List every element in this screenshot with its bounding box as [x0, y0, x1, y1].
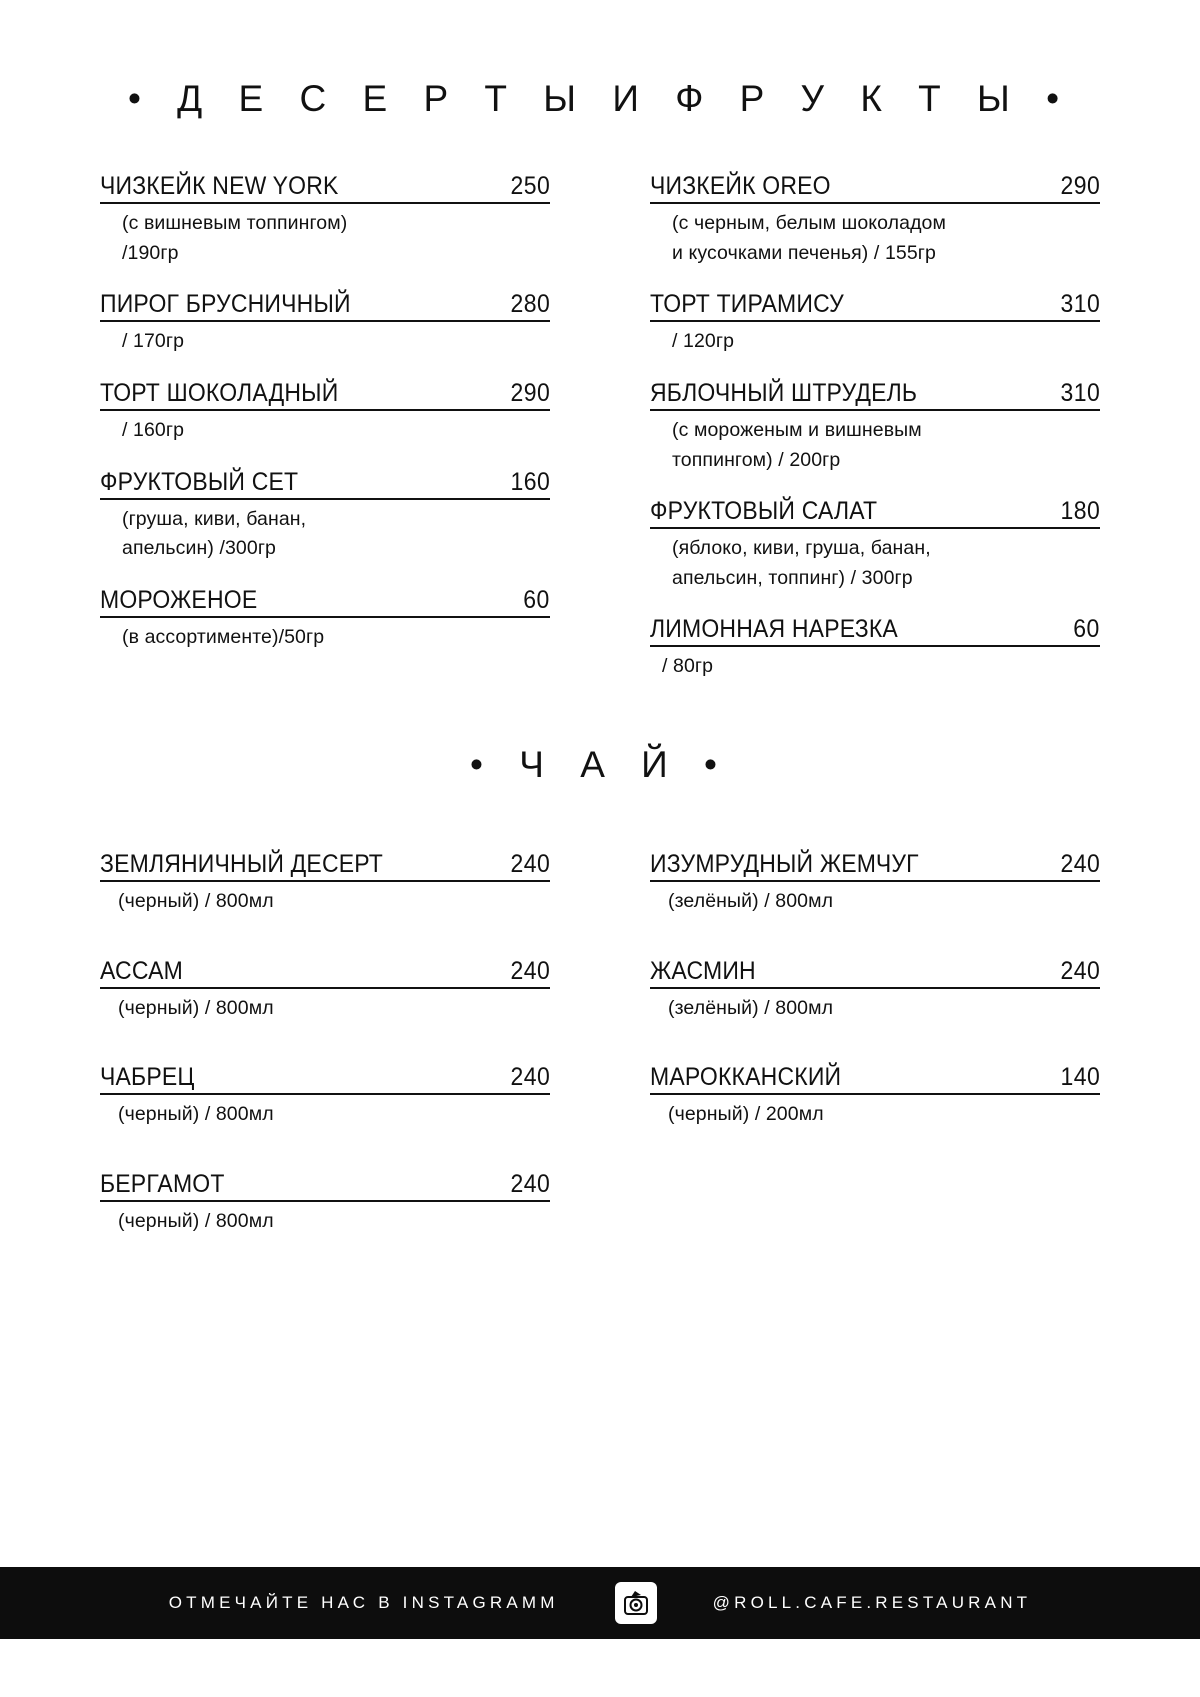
- menu-item-name: ЧАБРЕЦ: [100, 1063, 195, 1092]
- menu-item-name: ФРУКТОВЫЙ СЕТ: [100, 467, 299, 496]
- menu-item-head: [650, 172, 1100, 204]
- menu-item-name: ЯБЛОЧНЫЙ ШТРУДЕЛЬ: [650, 378, 918, 407]
- menu-item[interactable]: [100, 957, 550, 1024]
- menu-item-name: ЖАСМИН: [650, 956, 756, 985]
- menu-item-name: ЛИМОННАЯ НАРЕЗКА: [650, 615, 898, 644]
- menu-item[interactable]: [100, 1063, 550, 1130]
- menu-item-name: БЕРГАМОТ: [100, 1169, 225, 1198]
- menu-item-price: 160: [510, 467, 550, 496]
- menu-item-head: [650, 615, 1100, 647]
- menu-item-name: ПИРОГ БРУСНИЧНЫЙ: [100, 290, 351, 319]
- menu-item-price: 140: [1060, 1063, 1100, 1092]
- menu-item-price: 290: [510, 378, 550, 407]
- menu-item[interactable]: [650, 379, 1100, 475]
- tea-column-left: [100, 850, 550, 1277]
- menu-item[interactable]: [100, 850, 550, 917]
- menu-item-description: (черный) / 800мл: [118, 1103, 274, 1126]
- menu-item-head: [100, 379, 550, 411]
- menu-item-head: [650, 290, 1100, 322]
- menu-item-description: (черный) / 200мл: [668, 1103, 824, 1126]
- menu-item-description: (в ассортименте)/50гр: [122, 625, 325, 648]
- menu-item-description: (с мороженым и вишневым топпингом) / 200гр: [672, 418, 922, 471]
- menu-item-price: 310: [1060, 290, 1100, 319]
- menu-item-price: 180: [1060, 497, 1100, 526]
- menu-item-price: 310: [1060, 378, 1100, 407]
- desserts-section-title: • Д Е С Е Р Т Ы И Ф Р У К Т Ы •: [127, 78, 1073, 119]
- menu-item-head: [100, 1063, 550, 1095]
- menu-item-description: (черный) / 800мл: [118, 996, 274, 1019]
- menu-item[interactable]: [650, 957, 1100, 1024]
- menu-item-description: (с черным, белым шоколадом и кусочками печенья) / 155гр: [672, 212, 947, 264]
- menu-item-description: / 120гр: [672, 330, 735, 353]
- tea-menu-grid: [100, 850, 1100, 1277]
- menu-item-head: [100, 850, 550, 882]
- menu-item-price: 290: [1060, 172, 1100, 200]
- menu-item-head: [650, 957, 1100, 989]
- menu-item-name: ФРУКТОВЫЙ САЛАТ: [650, 497, 878, 526]
- sushi-roll-logo-icon: [615, 1582, 657, 1624]
- menu-item-head: [650, 850, 1100, 882]
- menu-item-name: ИЗУМРУДНЫЙ ЖЕМЧУГ: [650, 850, 919, 878]
- menu-item-name: ТОРТ ТИРАМИСУ: [650, 290, 844, 319]
- menu-item-head: [100, 290, 550, 322]
- menu-item[interactable]: [100, 1170, 550, 1237]
- menu-item-description: / 160гр: [122, 418, 185, 441]
- menu-item-price: 240: [510, 850, 550, 878]
- menu-item-name: ЗЕМЛЯНИЧНЫЙ ДЕСЕРТ: [100, 850, 384, 878]
- menu-item-head: [650, 1063, 1100, 1095]
- menu-item-price: 240: [510, 1169, 550, 1198]
- menu-item-head: [100, 586, 550, 618]
- menu-item-head: [650, 497, 1100, 529]
- footer-instagram-callout: ОТМЕЧАЙТЕ НАС В INSTAGRAMM: [168, 1593, 559, 1612]
- desserts-menu-grid: [100, 172, 1100, 682]
- menu-item-price: 240: [510, 956, 550, 985]
- menu-item-name: ЧИЗКЕЙК OREO: [650, 172, 831, 200]
- tea-section-title: • Ч А Й •: [470, 744, 730, 785]
- menu-item-head: [100, 957, 550, 989]
- menu-item[interactable]: [100, 290, 550, 357]
- menu-item-description: / 170гр: [122, 330, 185, 353]
- menu-item-name: МАРОККАНСКИЙ: [650, 1063, 842, 1092]
- menu-item[interactable]: [650, 172, 1100, 268]
- menu-item-description: (груша, киви, банан, апельсин) /300гр: [122, 507, 307, 560]
- menu-item[interactable]: [650, 290, 1100, 357]
- menu-item[interactable]: [100, 172, 550, 268]
- menu-item-description: (зелёный) / 800мл: [668, 996, 834, 1019]
- menu-item-price: 60: [1073, 615, 1100, 644]
- desserts-column-left: [100, 172, 550, 682]
- menu-item-description: (зелёный) / 800мл: [668, 890, 834, 912]
- menu-item-description: (яблоко, киви, груша, банан, апельсин, топпинг) / 300гр: [672, 537, 931, 589]
- menu-item-name: ЧИЗКЕЙК NEW YORK: [100, 172, 339, 200]
- menu-item[interactable]: [650, 497, 1100, 593]
- menu-item-price: 60: [523, 585, 550, 614]
- menu-item-description: (с вишневым топпингом) /190гр: [122, 212, 348, 264]
- menu-item-head: [100, 172, 550, 204]
- tea-column-right: [650, 850, 1100, 1277]
- menu-item[interactable]: [650, 850, 1100, 917]
- menu-item-name: ТОРТ ШОКОЛАДНЫЙ: [100, 378, 339, 407]
- menu-item[interactable]: [100, 468, 550, 564]
- menu-item-description: (черный) / 800мл: [118, 1209, 274, 1232]
- footer-instagram-handle[interactable]: @ROLL.CAFE.RESTAURANT: [712, 1593, 1032, 1612]
- desserts-column-right: [650, 172, 1100, 682]
- menu-item-price: 240: [510, 1063, 550, 1092]
- menu-item-head: [650, 379, 1100, 411]
- menu-item-description: / 80гр: [662, 655, 714, 678]
- menu-item-price: 240: [1060, 850, 1100, 878]
- menu-item-head: [100, 468, 550, 500]
- menu-item-description: (черный) / 800мл: [118, 890, 274, 912]
- menu-item[interactable]: [100, 586, 550, 653]
- menu-item-price: 240: [1060, 956, 1100, 985]
- menu-item-name: АССАМ: [100, 956, 183, 985]
- footer-bar: [0, 1567, 1200, 1639]
- menu-item-price: 250: [510, 172, 550, 200]
- menu-item-head: [100, 1170, 550, 1202]
- menu-item-name: МОРОЖЕНОЕ: [100, 585, 258, 614]
- menu-item[interactable]: [100, 379, 550, 446]
- menu-item[interactable]: [650, 615, 1100, 682]
- menu-item-price: 280: [510, 290, 550, 319]
- menu-item[interactable]: [650, 1063, 1100, 1130]
